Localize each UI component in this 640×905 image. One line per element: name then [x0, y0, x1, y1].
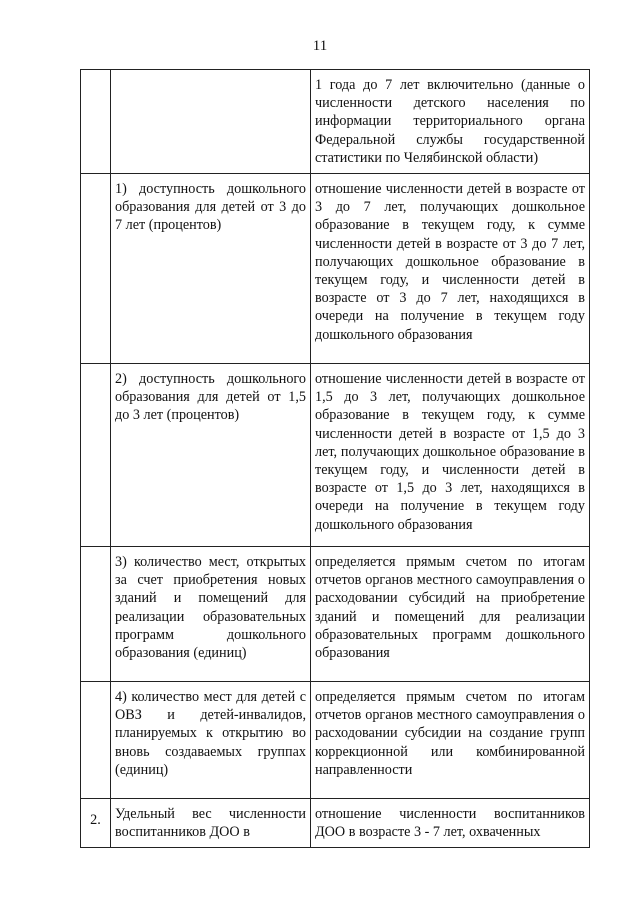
method-cell: определяется прямым счетом по итогам отчетов органов местного самоуправления о расходовании субсидий на приобретение зданий и помещений для реализации образовательных программ дошкольного образования	[311, 547, 590, 682]
method-cell: отношение численности воспитанников ДОО в возрасте 3 - 7 лет, охваченных	[311, 799, 590, 848]
method-cell: отношение численности детей в возрасте от 1,5 до 3 лет, получающих дошкольное образование в текущем году, к сумме численности детей в возрасте от 1,5 до 3 лет, получающих дошкольное образование в текущем году, и численности детей в возрасте от 1,5 до 3 лет, находящихся в очереди на получение в текущем году дошкольного образования	[311, 364, 590, 547]
table-row	[81, 682, 590, 799]
table-row	[81, 364, 590, 547]
indicator-table	[80, 69, 590, 848]
table-row	[81, 174, 590, 364]
row-number	[81, 682, 111, 799]
row-number	[81, 174, 111, 364]
row-number	[81, 70, 111, 174]
page-number: 11	[312, 38, 328, 54]
indicator-cell	[111, 70, 311, 174]
table-row	[81, 70, 590, 174]
row-number	[81, 547, 111, 682]
method-cell: определяется прямым счетом по итогам отчетов органов местного самоуправления о расходовании субсидии на создание групп коррекционной или комбинированной направленности	[311, 682, 590, 799]
indicator-cell: 1) доступность дошкольного образования для детей от 3 до 7 лет (процентов)	[111, 174, 311, 364]
indicator-cell: Удельный вес численности воспитанников ДОО в	[111, 799, 311, 848]
row-number	[81, 364, 111, 547]
table-row	[81, 547, 590, 682]
indicator-cell: 3) количество мест, открытых за счет приобретения новых зданий и помещений для реализации образовательных программ дошкольного образования (единиц)	[111, 547, 311, 682]
row-number: 2.	[81, 799, 111, 848]
method-cell: отношение численности детей в возрасте от 3 до 7 лет, получающих дошкольное образование в текущем году, к сумме численности детей в возрасте от 3 до 7 лет, получающих дошкольное образование в текущем году, и численности детей в возрасте от 3 до 7 лет, находящихся в очереди на получение в текущем году дошкольного образования	[311, 174, 590, 364]
indicator-cell: 2) доступность дошкольного образования для детей от 1,5 до 3 лет (процентов)	[111, 364, 311, 547]
table-row	[81, 799, 590, 848]
indicator-cell: 4) количество мест для детей с ОВЗ и детей-инвалидов, планируемых к открытию во вновь создаваемых группах (единиц)	[111, 682, 311, 799]
method-cell: 1 года до 7 лет включительно (данные о численности детского населения по информации территориального органа Федеральной службы государственной статистики по Челябинской области)	[311, 70, 590, 174]
